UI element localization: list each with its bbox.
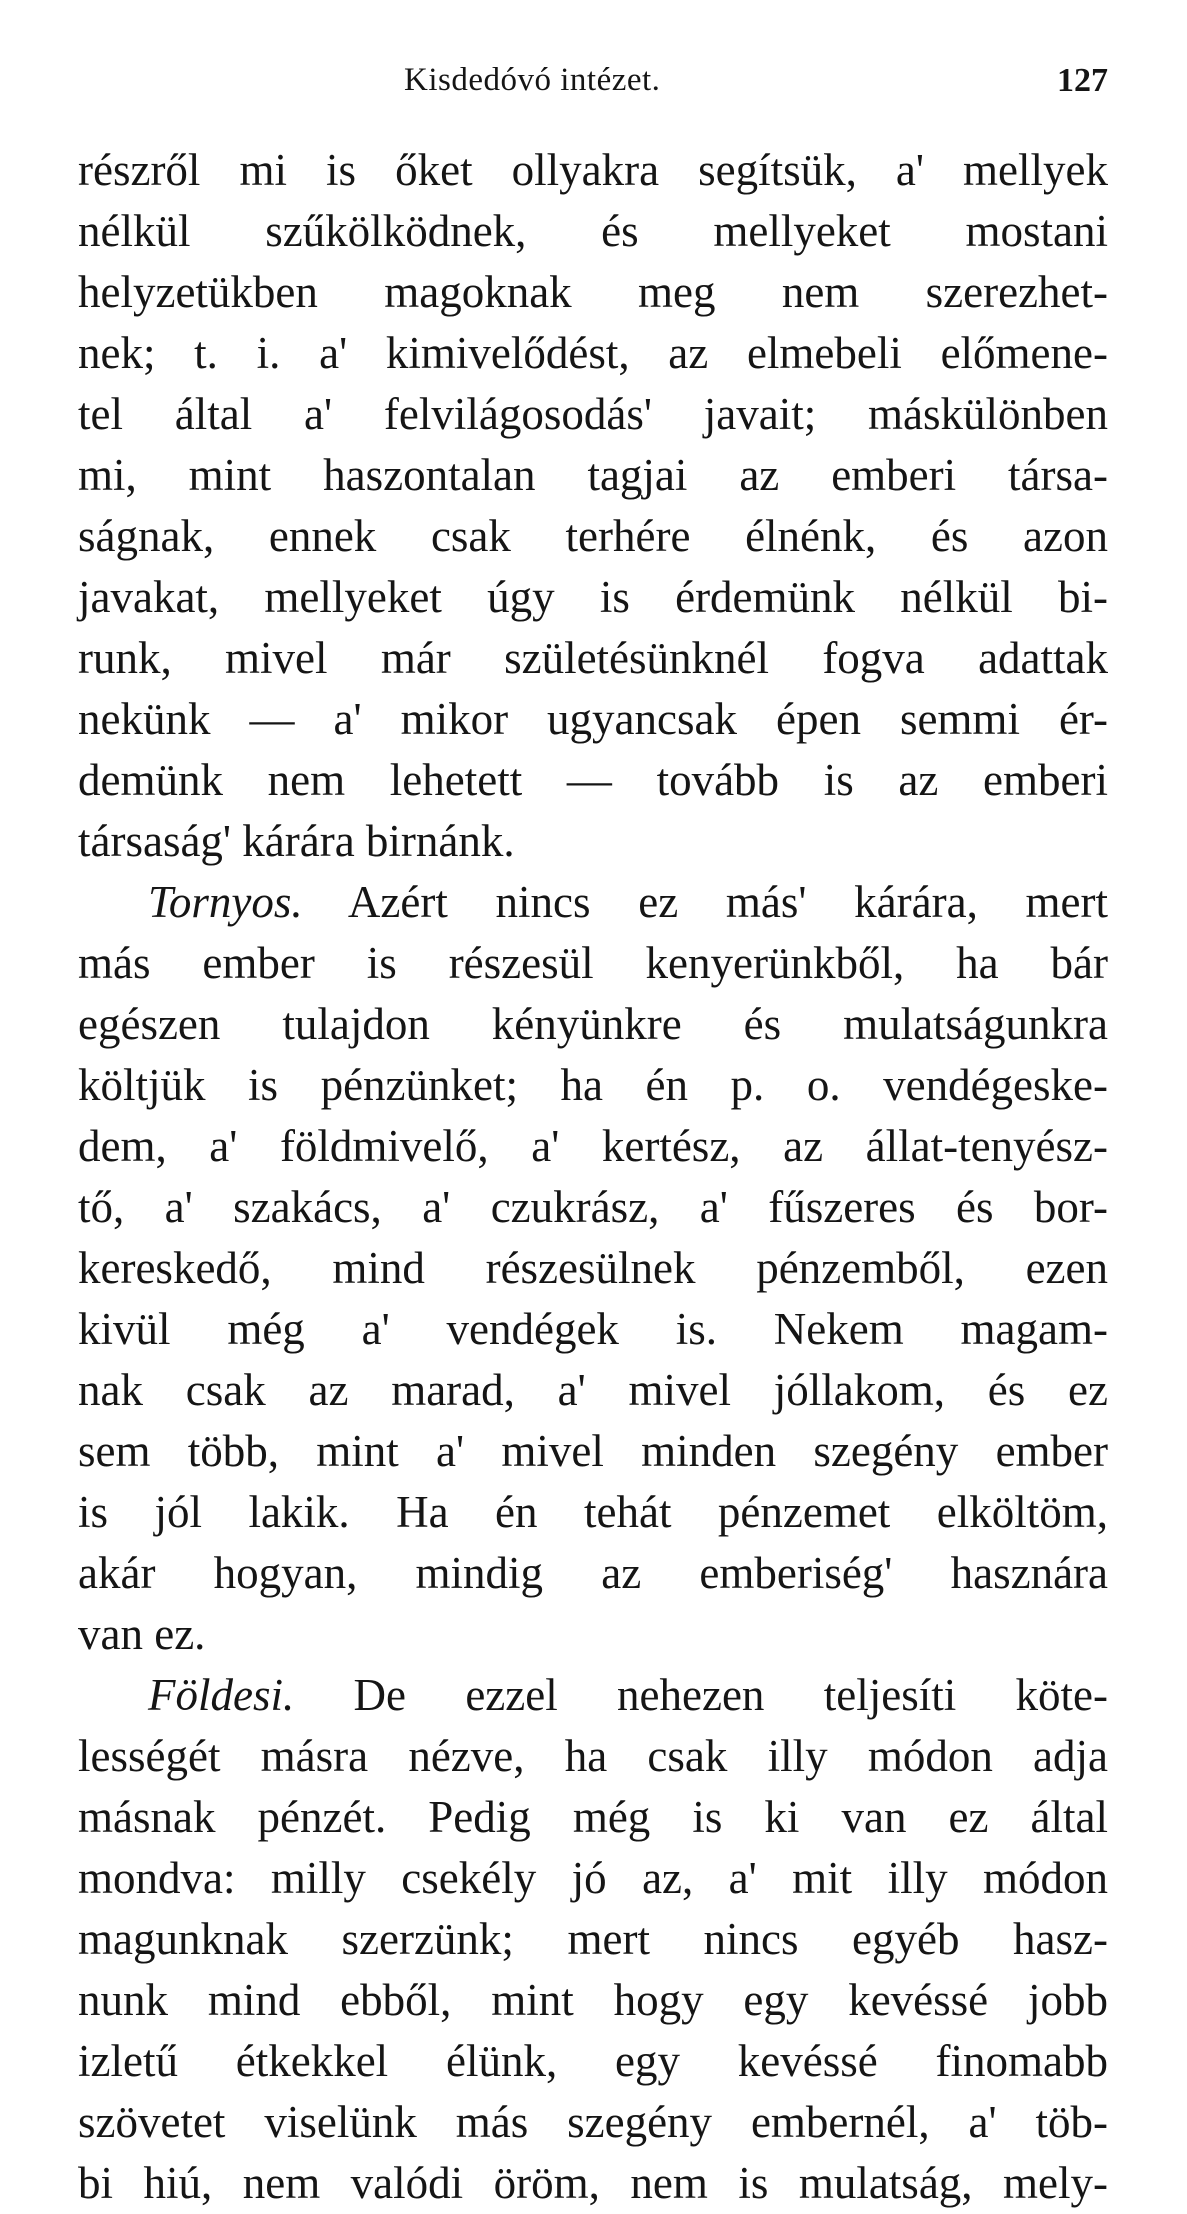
text-line: magunknak szerzünk; mert nincs egyéb hasz-	[78, 1914, 1108, 1964]
text-line: izletű étkekkel élünk, egy kevéssé finomabb	[78, 2036, 1108, 2086]
paragraph-foldesi-first-line	[78, 1665, 1108, 1726]
text-line: tel által a' felvilágosodás' javait; máskülönben	[78, 389, 1108, 439]
text-line: másnak pénzét. Pedig még is ki van ez által	[78, 1792, 1108, 1842]
text-line: tő, a' szakács, a' czukrász, a' fűszeres és bor-	[78, 1182, 1108, 1232]
text-line: mi, mint haszontalan tagjai az emberi társa-	[78, 450, 1108, 500]
text-line: nak csak az marad, a' mivel jóllakom, és ez	[78, 1365, 1108, 1415]
text-line: nek; t. i. a' kimivelődést, az elmebeli előmene-	[78, 328, 1108, 378]
text-fragment: Azért nincs ez más' kárára, mert	[347, 877, 1108, 927]
page-header	[78, 62, 1108, 118]
text-line: szövetet viselünk más szegény embernél, a' töb-	[78, 2097, 1108, 2147]
speaker-name: Tornyos.	[148, 877, 303, 927]
paragraph-tornyos-first-line	[78, 872, 1108, 933]
text-line: akár hogyan, mindig az emberiség' hasznára	[78, 1548, 1108, 1598]
text-line: költjük is pénzünket; ha én p. o. vendégeske-	[78, 1060, 1108, 1110]
text-line: is jól lakik. Ha én tehát pénzemet elköltöm,	[78, 1487, 1108, 1537]
text-line: más ember is részesül kenyerünkből, ha bár	[78, 938, 1108, 988]
text-line: kereskedő, mind részesülnek pénzemből, ezen	[78, 1243, 1108, 1293]
text-line: nekünk — a' mikor ugyancsak épen semmi ér-	[78, 694, 1108, 744]
text-line: demünk nem lehetett — tovább is az emberi	[78, 755, 1108, 805]
text-line: van ez.	[78, 1609, 206, 1659]
text-line: mondva: milly csekély jó az, a' mit illy módon	[78, 1853, 1108, 1903]
text-line: társaság' kárára birnánk.	[78, 816, 515, 866]
text-line: ságnak, ennek csak terhére élnénk, és azon	[78, 511, 1108, 561]
text-line: runk, mivel már születésünknél fogva adattak	[78, 633, 1108, 683]
text-line: helyzetükben magoknak meg nem szerezhet-	[78, 267, 1108, 317]
text-line: lességét másra nézve, ha csak illy módon adja	[78, 1731, 1108, 1781]
page-number: 127	[1057, 62, 1108, 99]
text-fragment: De ezzel nehezen teljesíti köte-	[353, 1670, 1108, 1720]
text-line: nélkül szűkölködnek, és mellyeket mostani	[78, 206, 1108, 256]
running-title: Kisdedóvó intézet.	[404, 62, 661, 98]
text-line: javakat, mellyeket úgy is érdemünk nélkül bi-	[78, 572, 1108, 622]
text-line: kivül még a' vendégek is. Nekem magam-	[78, 1304, 1108, 1354]
text-line: bi hiú, nem valódi öröm, nem is mulatság, mely-	[78, 2158, 1108, 2208]
text-line: dem, a' földmivelő, a' kertész, az állat-tenyész-	[78, 1121, 1108, 1171]
text-line: nunk mind ebből, mint hogy egy kevéssé jobb	[78, 1975, 1108, 2025]
text-line: sem több, mint a' mivel minden szegény ember	[78, 1426, 1108, 1476]
speaker-name: Földesi.	[148, 1670, 295, 1720]
text-line: egészen tulajdon kényünkre és mulatságunkra	[78, 999, 1108, 1049]
body-text	[78, 140, 1108, 2214]
text-line: részről mi is őket ollyakra segítsük, a' mellyek	[78, 145, 1108, 195]
